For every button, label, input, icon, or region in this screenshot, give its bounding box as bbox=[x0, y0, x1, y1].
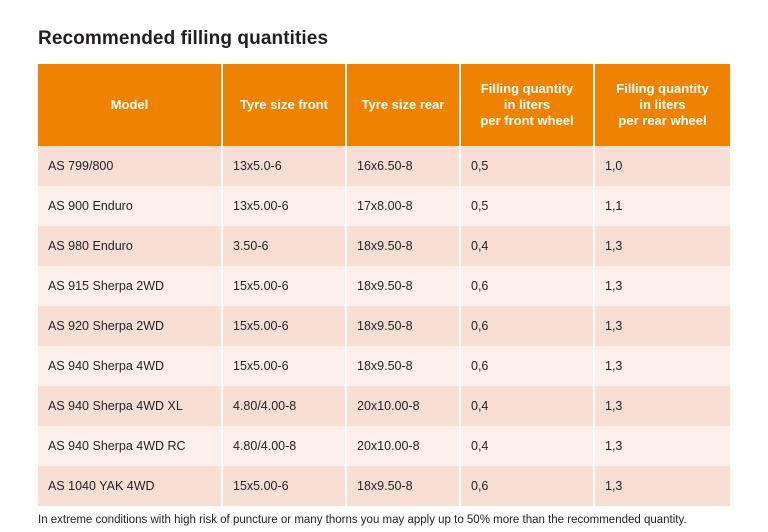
table-header bbox=[38, 64, 730, 146]
cell-filling-quantity-rear: 1,3 bbox=[594, 426, 730, 466]
cell-tyre-size-rear: 16x6.50-8 bbox=[346, 146, 460, 186]
cell-model: AS 920 Sherpa 2WD bbox=[38, 306, 222, 346]
cell-tyre-size-front: 3.50-6 bbox=[222, 226, 346, 266]
cell-tyre-size-front: 13x5.00-6 bbox=[222, 186, 346, 226]
column-header-filling-quantity-front-line-2: in liters bbox=[503, 96, 551, 112]
page-title: Recommended filling quantities bbox=[38, 28, 329, 49]
column-header-filling-quantity-rear bbox=[594, 64, 730, 146]
column-header-filling-quantity-rear-line-2: in liters bbox=[639, 96, 686, 112]
table-row bbox=[38, 346, 730, 386]
cell-filling-quantity-front: 0,6 bbox=[460, 306, 594, 346]
cell-tyre-size-front: 4.80/4.00-8 bbox=[222, 426, 346, 466]
table-row bbox=[38, 146, 730, 186]
cell-model: AS 940 Sherpa 4WD RC bbox=[38, 426, 222, 466]
table-row bbox=[38, 186, 730, 226]
cell-tyre-size-front: 15x5.00-6 bbox=[222, 306, 346, 346]
cell-filling-quantity-front: 0,4 bbox=[460, 386, 594, 426]
column-header-filling-quantity-rear-line-1: Filling quantity bbox=[616, 80, 709, 96]
cell-tyre-size-rear: 20x10.00-8 bbox=[346, 426, 460, 466]
cell-filling-quantity-front: 0,6 bbox=[460, 466, 594, 506]
cell-filling-quantity-rear: 1,1 bbox=[594, 186, 730, 226]
column-header-tyre-size-front bbox=[222, 64, 346, 146]
table-row bbox=[38, 306, 730, 346]
cell-tyre-size-front: 15x5.00-6 bbox=[222, 346, 346, 386]
cell-tyre-size-rear: 20x10.00-8 bbox=[346, 386, 460, 426]
cell-filling-quantity-rear: 1,3 bbox=[594, 466, 730, 506]
cell-tyre-size-front: 13x5.0-6 bbox=[222, 146, 346, 186]
cell-model: AS 940 Sherpa 4WD XL bbox=[38, 386, 222, 426]
cell-filling-quantity-front: 0,5 bbox=[460, 186, 594, 226]
table-header-row bbox=[38, 64, 730, 146]
cell-filling-quantity-front: 0,6 bbox=[460, 266, 594, 306]
cell-tyre-size-rear: 18x9.50-8 bbox=[346, 306, 460, 346]
cell-filling-quantity-front: 0,5 bbox=[460, 146, 594, 186]
cell-filling-quantity-rear: 1,0 bbox=[594, 146, 730, 186]
column-header-filling-quantity-front bbox=[460, 64, 594, 146]
cell-model: AS 980 Enduro bbox=[38, 226, 222, 266]
cell-tyre-size-rear: 18x9.50-8 bbox=[346, 226, 460, 266]
cell-tyre-size-rear: 17x8.00-8 bbox=[346, 186, 460, 226]
column-header-tyre-size-rear-line-1: Tyre size rear bbox=[361, 96, 445, 112]
cell-tyre-size-front: 15x5.00-6 bbox=[222, 466, 346, 506]
cell-model: AS 915 Sherpa 2WD bbox=[38, 266, 222, 306]
cell-filling-quantity-rear: 1,3 bbox=[594, 346, 730, 386]
cell-model: AS 1040 YAK 4WD bbox=[38, 466, 222, 506]
cell-filling-quantity-rear: 1,3 bbox=[594, 266, 730, 306]
cell-filling-quantity-front: 0,4 bbox=[460, 426, 594, 466]
table-row bbox=[38, 386, 730, 426]
column-header-filling-quantity-front-line-1: Filling quantity bbox=[480, 80, 574, 96]
column-header-tyre-size-front-line-1: Tyre size front bbox=[240, 96, 328, 112]
cell-filling-quantity-front: 0,6 bbox=[460, 346, 594, 386]
cell-tyre-size-rear: 18x9.50-8 bbox=[346, 466, 460, 506]
filling-quantities-table bbox=[38, 64, 730, 506]
cell-model: AS 799/800 bbox=[38, 146, 222, 186]
column-header-model-line-1: Model bbox=[110, 96, 149, 112]
cell-tyre-size-rear: 18x9.50-8 bbox=[346, 266, 460, 306]
cell-filling-quantity-rear: 1,3 bbox=[594, 386, 730, 426]
column-header-filling-quantity-front-line-3: per front wheel bbox=[480, 113, 574, 129]
cell-model: AS 900 Enduro bbox=[38, 186, 222, 226]
table-row bbox=[38, 426, 730, 466]
table-row bbox=[38, 266, 730, 306]
table-footnote: In extreme conditions with high risk of puncture or many thorns you may apply up to 50% more than the recommended quantity. bbox=[38, 514, 687, 526]
cell-tyre-size-front: 4.80/4.00-8 bbox=[222, 386, 346, 426]
cell-filling-quantity-rear: 1,3 bbox=[594, 306, 730, 346]
cell-tyre-size-rear: 18x9.50-8 bbox=[346, 346, 460, 386]
cell-tyre-size-front: 15x5.00-6 bbox=[222, 266, 346, 306]
table-row bbox=[38, 226, 730, 266]
cell-filling-quantity-front: 0,4 bbox=[460, 226, 594, 266]
cell-filling-quantity-rear: 1,3 bbox=[594, 226, 730, 266]
table-body bbox=[38, 146, 730, 506]
column-header-model bbox=[38, 64, 222, 146]
table-row bbox=[38, 466, 730, 506]
column-header-filling-quantity-rear-line-3: per rear wheel bbox=[618, 113, 707, 129]
column-header-tyre-size-rear bbox=[346, 64, 460, 146]
cell-model: AS 940 Sherpa 4WD bbox=[38, 346, 222, 386]
